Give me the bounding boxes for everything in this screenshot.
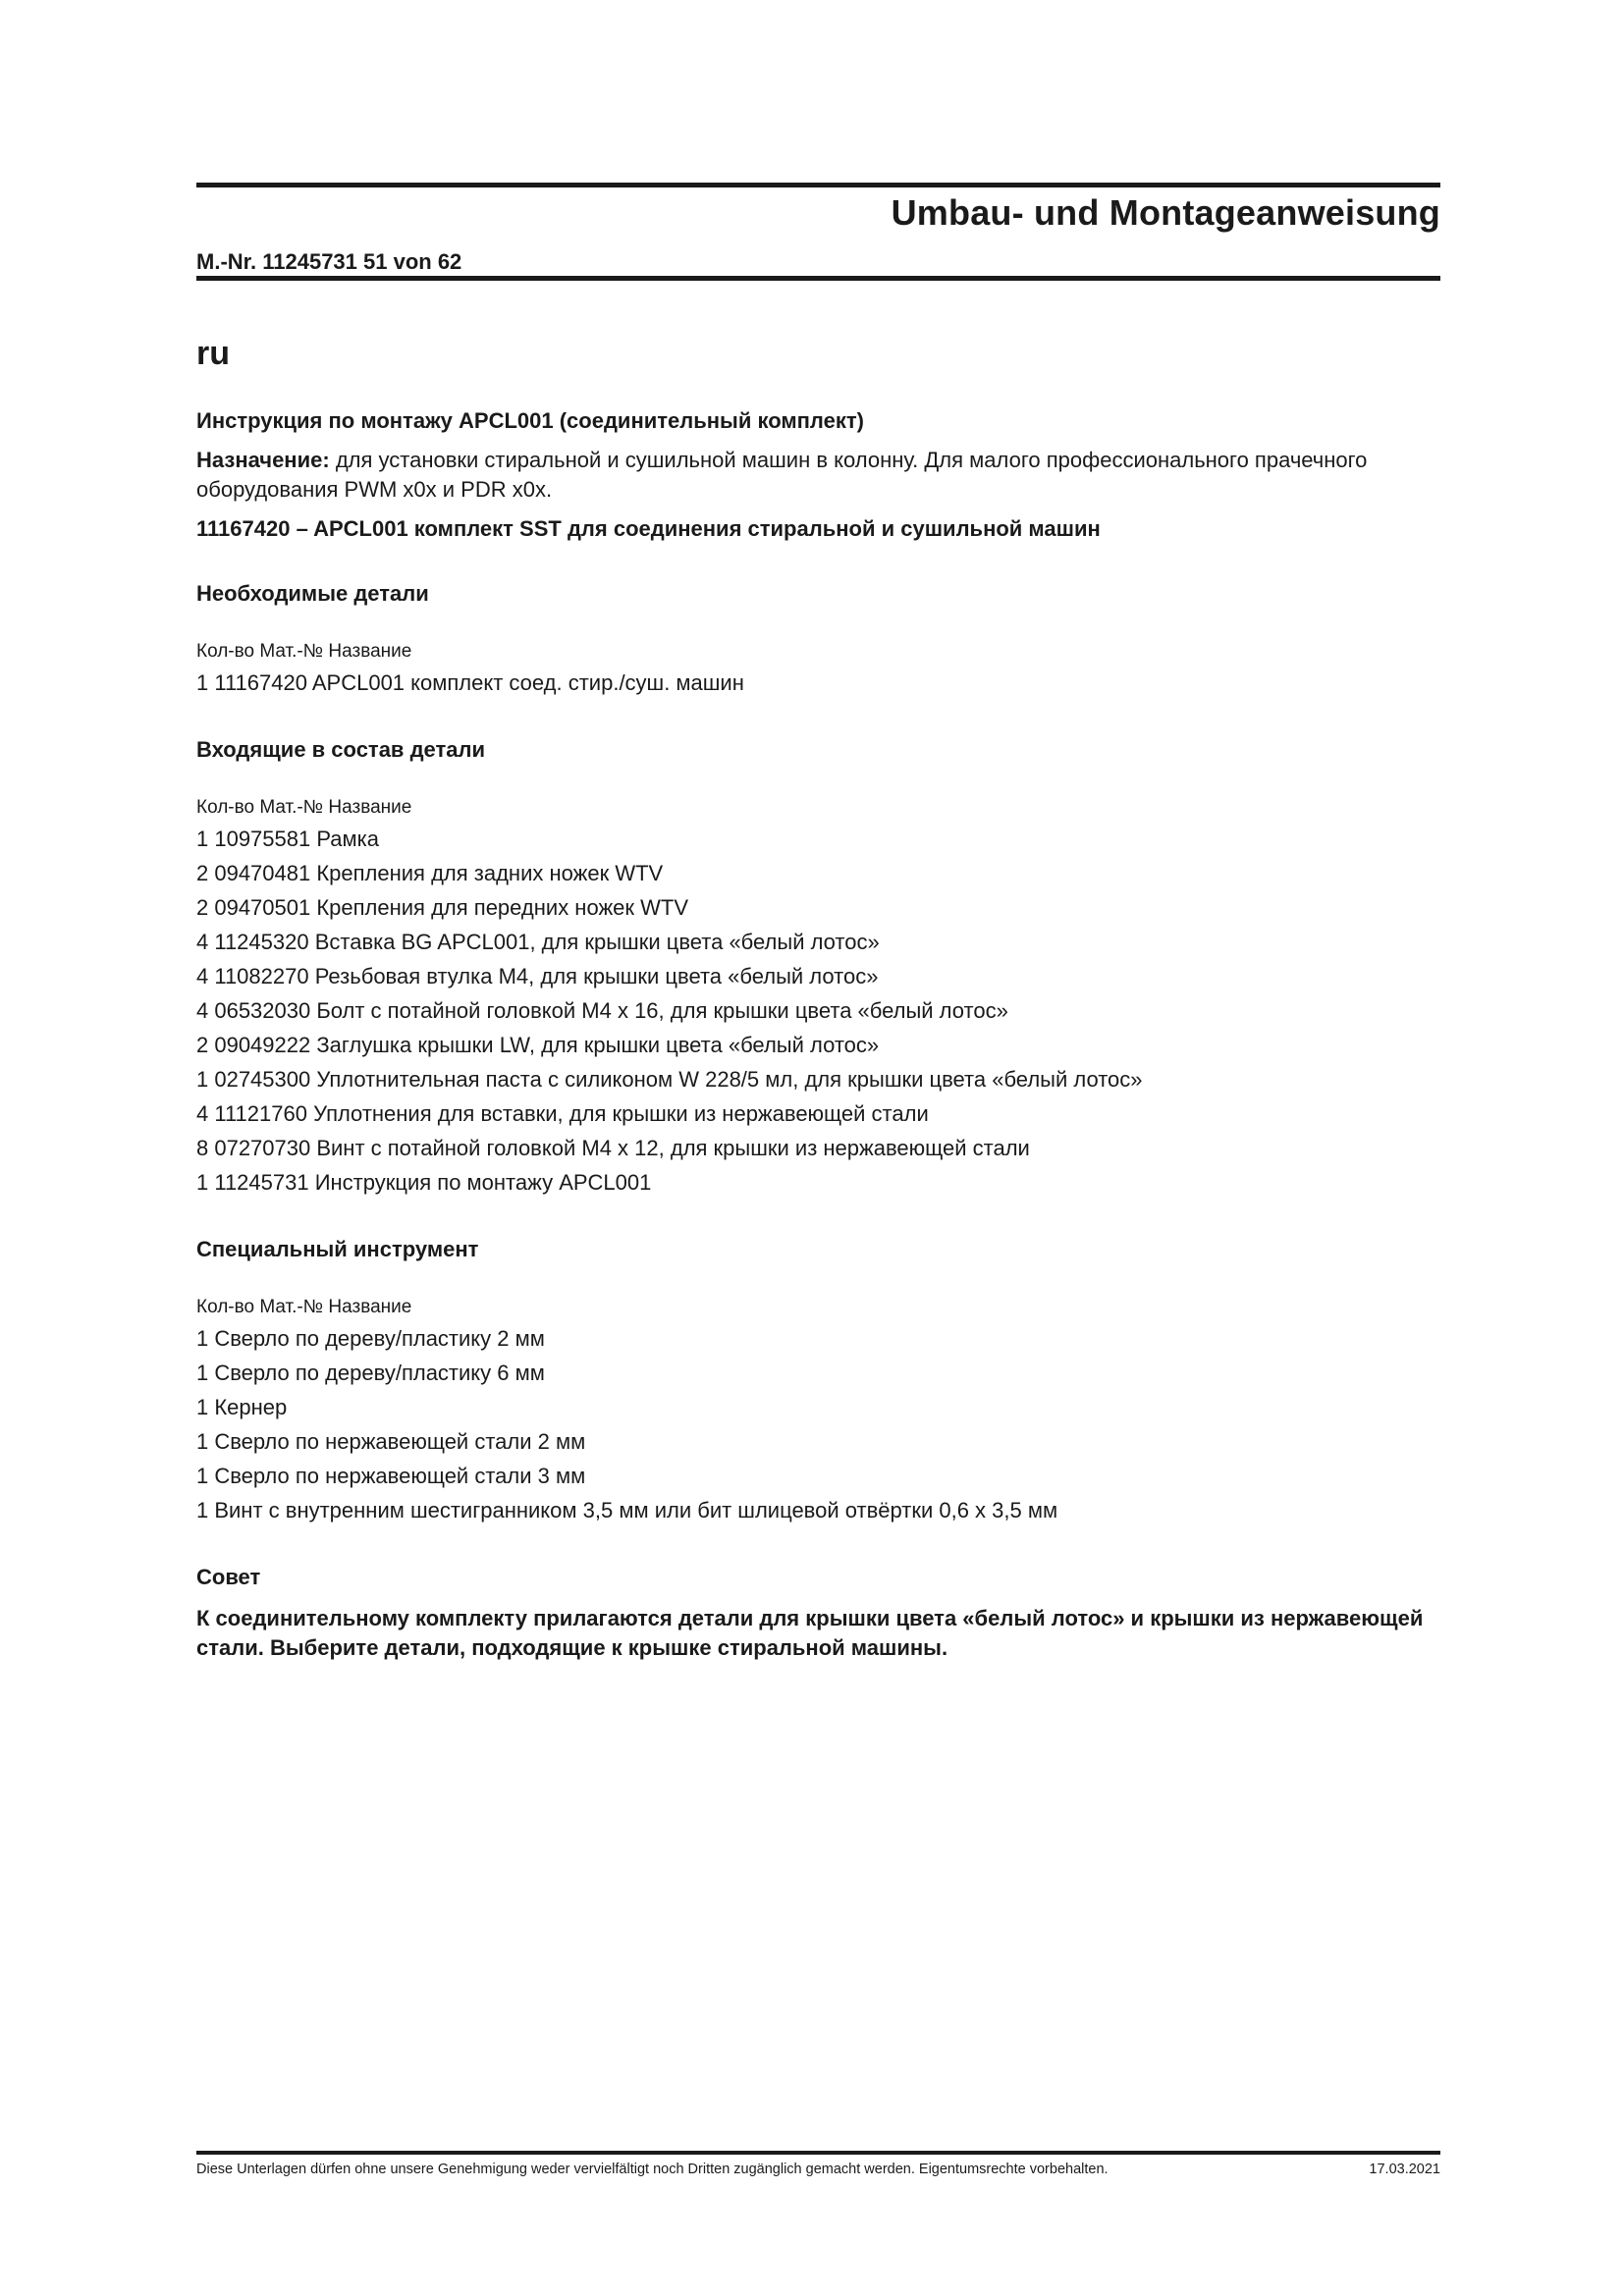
list-item: 4 06532030 Болт с потайной головкой M4 x 16, для крышки цвета «белый лотос» [196,998,1008,1023]
list-item: 4 11082270 Резьбовая втулка M4, для крышки цвета «белый лотос» [196,964,879,988]
special-tools-title: Специальный инструмент [196,1237,479,1261]
required-parts-header: Кол-во Мат.-№ Название [196,641,412,662]
footer-copyright-note: Diese Unterlagen dürfen ohne unsere Genehmigung weder vervielfältigt noch Dritten zugänglich gemacht werden. Eigentumsrechte vorbehalten. [196,2162,1109,2177]
special-tools-section [196,1235,1440,1527]
list-item: 4 11245320 Вставка BG APCL001, для крышки цвета «белый лотос» [196,930,880,954]
required-parts-list [196,666,1440,700]
list-item: 1 Винт с внутренним шестигранником 3,5 мм или бит шлицевой отвёртки 0,6 x 3,5 мм [196,1498,1058,1522]
list-item: 1 Сверло по дереву/пластику 6 мм [196,1361,545,1385]
purpose-text: для установки стиральной и сушильной машин в колонну. Для малого профессионального прачечного оборудования PWM x0x и PDR x0x. [196,448,1368,502]
special-tools-header: Кол-во Мат.-№ Название [196,1297,412,1317]
footer-date: 17.03.2021 [1369,2162,1440,2177]
included-parts-header: Кол-во Мат.-№ Название [196,797,412,818]
list-item: 1 Сверло по нержавеющей стали 3 мм [196,1464,586,1488]
included-parts-title: Входящие в состав детали [196,737,485,762]
tip-title: Совет [196,1565,261,1589]
document-number: M.-Nr. 11245731 51 von 62 [196,249,462,274]
tip-text: К соединительному комплекту прилагаются детали для крышки цвета «белый лотос» и крышки из нержавеющей стали. Выберите детали, подходящие к крышке стиральной машины. [196,1606,1424,1660]
kit-line: 11167420 – APCL001 комплект SST для соединения стиральной и сушильной машин [196,516,1101,541]
list-item: 1 11245731 Инструкция по монтажу APCL001 [196,1170,652,1195]
list-item: 1 02745300 Уплотнительная паста с силиконом W 228/5 мл, для крышки цвета «белый лотос» [196,1067,1143,1092]
list-item: 1 Кернер [196,1395,288,1419]
list-item: 2 09470501 Крепления для передних ножек WTV [196,895,689,920]
required-parts-title: Необходимые детали [196,581,429,606]
instruction-heading: Инструкция по монтажу APCL001 (соединительный комплект) [196,408,864,433]
list-item: 1 Сверло по нержавеющей стали 2 мм [196,1429,586,1454]
page-content [196,334,1440,1663]
special-tools-list [196,1321,1440,1527]
list-item: 2 09470481 Крепления для задних ножек WTV [196,861,664,885]
header-top-rule [196,183,1440,187]
list-item: 2 09049222 Заглушка крышки LW, для крышки цвета «белый лотос» [196,1033,880,1057]
included-parts-list [196,822,1440,1200]
purpose-label: Назначение: [196,448,330,472]
list-item: 4 11121760 Уплотнения для вставки, для крышки из нержавеющей стали [196,1101,929,1126]
list-item: 1 10975581 Рамка [196,827,379,851]
list-item: 1 11167420 APCL001 комплект соед. стир./суш. машин [196,670,744,695]
list-item: 1 Сверло по дереву/пластику 2 мм [196,1326,545,1351]
document-title: Umbau- und Montageanweisung [891,192,1440,233]
required-parts-section [196,579,1440,700]
tip-section [196,1563,1440,1663]
list-item: 8 07270730 Винт с потайной головкой M4 x 12, для крышки из нержавеющей стали [196,1136,1030,1160]
included-parts-section [196,735,1440,1200]
purpose-paragraph [196,446,1440,505]
footer-rule [196,2151,1440,2155]
language-code: ru [196,335,230,372]
header-bottom-rule [196,276,1440,281]
